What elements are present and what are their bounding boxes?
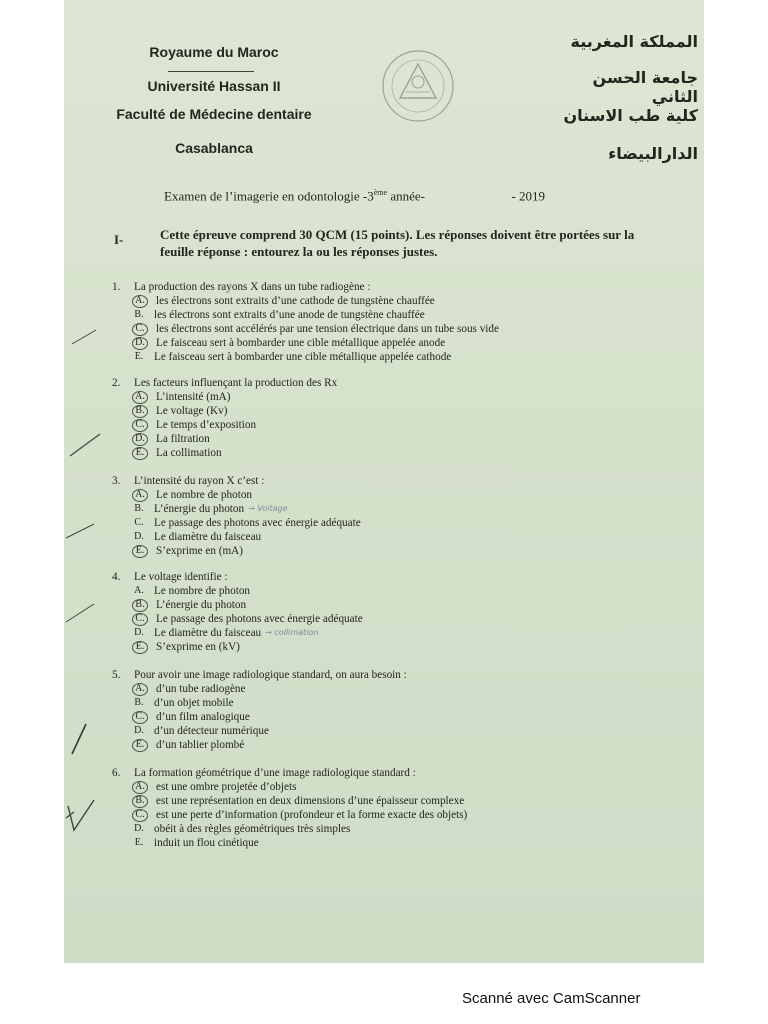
circled-option-letter: A. [132,391,148,404]
circled-option-letter: B. [132,599,148,612]
option-text: L’intensité (mA) [156,391,231,403]
question-number: 5. [112,669,121,681]
answer-option[interactable] [132,294,672,308]
answer-option[interactable] [132,516,672,530]
question-number: 4. [112,571,121,583]
answer-option[interactable] [132,794,672,808]
question-stem [112,668,672,682]
option-text: L’énergie du photon [154,503,245,515]
option-text: S’exprime en (mA) [156,545,243,557]
header-arabic-university: جامعة الحسن الثاني [592,68,698,106]
circled-option-letter: E. [132,447,148,460]
circled-option-letter: C. [132,323,148,336]
option-text: Le faisceau sert à bombarder une cible métallique appelée anode [156,337,446,349]
option-text: La collimation [156,447,222,459]
answer-option[interactable] [132,544,672,558]
exam-title: Examen de l’imagerie en odontologie -3ème année- - 2019 [164,188,546,204]
circled-option-letter: C. [132,613,148,626]
option-text: est une perte d’information (profondeur et la forme exacte des objets) [156,809,468,821]
handwritten-tick-mark [68,722,92,756]
scanned-page [64,0,704,963]
question [112,474,672,558]
option-text: Le passage des photons avec énergie adéquate [156,613,363,625]
answer-option[interactable] [132,446,672,460]
option-text: d’un détecteur numérique [154,725,269,737]
answer-option[interactable] [132,696,672,710]
handwritten-tick-mark [64,518,98,542]
answer-option[interactable] [132,836,672,850]
answer-option[interactable] [132,738,672,752]
option-letter: B. [134,503,144,514]
answer-option[interactable] [132,808,672,822]
handwritten-annotation: → collimation [265,628,319,637]
question-number: 1. [112,281,121,293]
circled-option-letter: A. [132,781,148,794]
handwritten-tick-mark [68,430,102,460]
answer-option[interactable] [132,530,672,544]
header-city: Casablanca [175,140,253,156]
option-letter: E. [134,351,144,362]
answer-option[interactable] [132,682,672,696]
answer-option[interactable] [132,612,672,626]
header-arabic-city: الدارالبيضاء [608,144,698,163]
option-text: est une représentation en deux dimensions d’une épaisseur complexe [156,795,465,807]
question-stem [112,280,672,294]
circled-option-letter: E. [132,545,148,558]
option-text: Le nombre de photon [156,489,253,501]
answer-option[interactable] [132,404,672,418]
option-text: L’énergie du photon [156,599,247,611]
option-text: d’un objet mobile [154,697,234,709]
handwritten-tick-mark [70,326,100,348]
answer-option[interactable] [132,488,672,502]
answer-option[interactable] [132,502,672,516]
question-number: 3. [112,475,121,487]
camscanner-watermark: Scanné avec CamScanner [462,990,641,1007]
answer-option[interactable] [132,390,672,404]
circled-option-letter: A. [132,489,148,502]
option-letter: A. [134,585,144,596]
question-number: 6. [112,767,121,779]
option-text: S’exprime en (kV) [156,641,240,653]
option-letter: E. [134,837,144,848]
section-number: I- [114,232,124,247]
header-faculty: Faculté de Médecine dentaire [116,106,312,122]
answer-option[interactable] [132,322,672,336]
question [112,766,672,850]
option-text: Le diamètre du faisceau [154,627,262,639]
question-stem [112,376,672,390]
option-text: Le faisceau sert à bombarder une cible métallique appelée cathode [154,351,452,363]
answer-option[interactable] [132,350,672,364]
option-letter: D. [134,823,144,834]
circled-option-letter: B. [132,795,148,808]
answer-option[interactable] [132,710,672,724]
question-text: Le voltage identifie : [134,571,228,583]
circled-option-letter: D. [132,337,148,350]
circled-option-letter: D. [132,433,148,446]
circled-option-letter: C. [132,711,148,724]
handwritten-check-mark [64,796,98,836]
option-text: Le temps d’exposition [156,419,257,431]
option-letter: B. [134,309,144,320]
answer-option[interactable] [132,584,672,598]
circled-option-letter: C. [132,809,148,822]
question-text: Les facteurs influençant la production des Rx [134,377,338,389]
header-underline [168,71,254,72]
option-text: induit un flou cinétique [154,837,259,849]
circled-option-letter: C. [132,419,148,432]
option-letter: D. [134,627,144,638]
header-arabic-kingdom: المملكة المغربية [570,32,698,51]
option-text: obéit à des règles géométriques très simples [154,823,351,835]
question-text: La production des rayons X dans un tube radiogène : [134,281,371,293]
question [112,280,672,364]
answer-option[interactable] [132,336,672,350]
answer-option[interactable] [132,418,672,432]
option-letter: D. [134,725,144,736]
option-letter: B. [134,697,144,708]
question-stem [112,766,672,780]
option-letter: D. [134,531,144,542]
question [112,570,672,654]
question [112,668,672,752]
option-text: d’un tube radiogène [156,683,246,695]
option-text: d’un tablier plombé [156,739,245,751]
answer-option[interactable] [132,822,672,836]
option-text: les électrons sont extraits d’une cathode de tungstène chauffée [156,295,435,307]
option-text: La filtration [156,433,210,445]
circled-option-letter: E. [132,641,148,654]
answer-option[interactable] [132,724,672,738]
circled-option-letter: B. [132,405,148,418]
option-text: est une ombre projetée d’objets [156,781,297,793]
option-text: Le voltage (Kv) [156,405,228,417]
handwritten-annotation: → Voltage [248,504,288,513]
option-text: les électrons sont accélérés par une tension électrique dans un tube sous vide [156,323,499,335]
answer-option[interactable] [132,780,672,794]
answer-option[interactable] [132,598,672,612]
section-instructions: Cette épreuve comprend 30 QCM (15 points). Les réponses doivent être portées sur la feuille réponse : entourez la ou les réponses justes. [160,227,635,259]
question-stem [112,474,672,488]
circled-option-letter: A. [132,683,148,696]
circled-option-letter: E. [132,739,148,752]
option-text: les électrons sont extraits d’une anode de tungstène chauffée [154,309,425,321]
option-text: Le passage des photons avec énergie adéquate [154,517,361,529]
question-text: L’intensité du rayon X c’est : [134,475,265,487]
option-text: Le nombre de photon [154,585,251,597]
question-number: 2. [112,377,121,389]
header-university: Université Hassan II [147,78,281,94]
header-kingdom: Royaume du Maroc [149,44,279,60]
answer-option[interactable] [132,432,672,446]
question [112,376,672,460]
header-arabic-faculty: كلية طب الاسنان [563,106,698,125]
answer-option[interactable] [132,308,672,322]
question-stem [112,570,672,584]
exam-year: - 2019 [511,188,546,204]
option-letter: C. [134,517,144,528]
university-seal-icon [380,48,456,124]
option-text: d’un film analogique [156,711,250,723]
circled-option-letter: A. [132,295,148,308]
answer-option[interactable] [132,640,672,654]
question-text: La formation géométrique d’une image radiologique standard : [134,767,416,779]
option-text: Le diamètre du faisceau [154,531,262,543]
answer-option[interactable] [132,626,672,640]
question-text: Pour avoir une image radiologique standard, on aura besoin : [134,669,407,681]
handwritten-tick-mark [64,600,98,626]
